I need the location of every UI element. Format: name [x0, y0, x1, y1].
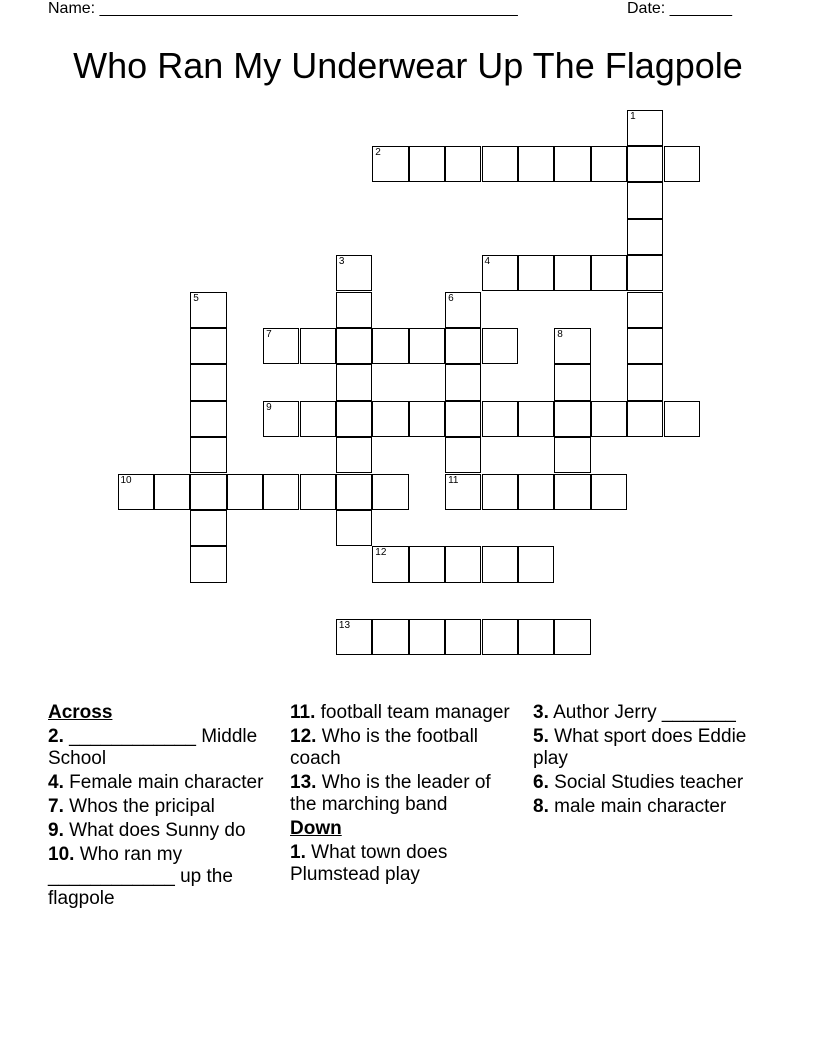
clue-item-number: 6. — [533, 772, 549, 793]
grid-cell[interactable] — [445, 474, 481, 510]
clue-item — [48, 820, 276, 842]
clue-number: 13 — [338, 620, 351, 632]
grid-cell[interactable] — [627, 219, 663, 255]
grid-cell[interactable] — [372, 328, 408, 364]
grid-cell[interactable] — [409, 146, 445, 182]
grid-cell[interactable] — [190, 364, 226, 400]
grid-cell[interactable] — [518, 255, 554, 291]
clue-number: 8 — [557, 328, 563, 340]
grid-cell[interactable] — [554, 364, 590, 400]
grid-cell[interactable] — [190, 474, 226, 510]
grid-cell[interactable] — [336, 619, 372, 655]
puzzle-title: Who Ran My Underwear Up The Flagpole — [73, 45, 743, 86]
clue-item-number: 9. — [48, 820, 64, 841]
grid-cell[interactable] — [372, 474, 408, 510]
clue-item-number: 4. — [48, 772, 64, 793]
grid-cell[interactable] — [554, 255, 590, 291]
clue-item-text: Social Studies teacher — [554, 772, 744, 793]
clue-item-text: football team manager — [320, 702, 510, 723]
grid-cell[interactable] — [482, 401, 518, 437]
grid-cell[interactable] — [336, 437, 372, 473]
grid-cell[interactable] — [664, 146, 700, 182]
clue-item-text: What sport does Eddie play — [533, 726, 747, 769]
clue-item-number: 13. — [290, 772, 317, 793]
grid-cell[interactable] — [554, 437, 590, 473]
grid-cell[interactable] — [190, 546, 226, 582]
clue-item-text: Who is the leader of the marching band — [290, 772, 491, 815]
grid-cell[interactable] — [591, 255, 627, 291]
clue-item — [48, 772, 276, 794]
grid-cell[interactable] — [445, 619, 481, 655]
grid-cell[interactable] — [627, 364, 663, 400]
grid-cell[interactable] — [627, 146, 663, 182]
across-heading: Across — [48, 702, 113, 723]
grid-cell[interactable] — [118, 474, 154, 510]
clue-item-number: 12. — [290, 726, 317, 747]
clue-item — [533, 796, 761, 818]
grid-cell[interactable] — [554, 401, 590, 437]
grid-cell[interactable] — [627, 255, 663, 291]
clue-column-3 — [533, 702, 761, 820]
clue-item-text: Whos the pricipal — [69, 796, 215, 817]
clue-item — [290, 842, 518, 886]
clue-item — [48, 844, 276, 910]
grid-cell[interactable] — [518, 401, 554, 437]
grid-cell[interactable] — [554, 619, 590, 655]
clue-item-number: 2. — [48, 726, 64, 747]
clue-number: 4 — [484, 256, 491, 268]
clue-item-number: 11. — [290, 702, 316, 723]
clue-item-text: Female main character — [69, 772, 264, 793]
grid-cell[interactable] — [554, 474, 590, 510]
clue-item-number: 8. — [533, 796, 549, 817]
grid-cell[interactable] — [409, 328, 445, 364]
clue-item-text: ____________ Middle School — [48, 726, 258, 769]
clue-number: 6 — [448, 292, 454, 304]
grid-cell[interactable] — [591, 401, 627, 437]
grid-cell[interactable] — [445, 328, 481, 364]
clue-number: 10 — [120, 474, 132, 486]
clue-column-2 — [290, 702, 518, 888]
clue-item — [48, 796, 276, 818]
grid-cell[interactable] — [445, 146, 481, 182]
grid-cell[interactable] — [336, 364, 372, 400]
grid-cell[interactable] — [300, 474, 336, 510]
down-heading: Down — [290, 818, 342, 839]
grid-cell[interactable] — [518, 146, 554, 182]
clue-item-text: Who ran my ____________ up the flagpole — [48, 844, 233, 909]
clue-item — [290, 702, 518, 724]
grid-cell[interactable] — [372, 619, 408, 655]
grid-cell[interactable] — [190, 328, 226, 364]
grid-cell[interactable] — [336, 328, 372, 364]
grid-cell[interactable] — [372, 146, 408, 182]
grid-cell[interactable] — [482, 255, 518, 291]
grid-cell[interactable] — [372, 546, 408, 582]
grid-cell[interactable] — [263, 474, 299, 510]
clue-column-1 — [48, 702, 276, 912]
grid-cell[interactable] — [263, 328, 299, 364]
grid-cell[interactable] — [445, 364, 481, 400]
grid-cell[interactable] — [300, 401, 336, 437]
clue-number: 5 — [193, 292, 199, 304]
grid-cell[interactable] — [372, 401, 408, 437]
grid-cell[interactable] — [627, 401, 663, 437]
grid-cell[interactable] — [482, 474, 518, 510]
grid-cell[interactable] — [336, 292, 372, 328]
grid-cell[interactable] — [591, 474, 627, 510]
grid-cell[interactable] — [482, 328, 518, 364]
grid-cell[interactable] — [627, 328, 663, 364]
grid-cell[interactable] — [336, 474, 372, 510]
clue-number: 7 — [266, 328, 272, 340]
grid-cell[interactable] — [409, 401, 445, 437]
grid-cell[interactable] — [518, 546, 554, 582]
clue-number: 1 — [630, 110, 636, 122]
grid-cell[interactable] — [227, 474, 263, 510]
clue-number: 12 — [375, 547, 387, 559]
grid-cell[interactable] — [190, 292, 226, 328]
clue-item — [533, 726, 761, 770]
clue-item — [533, 772, 761, 794]
clue-number: 2 — [375, 146, 381, 158]
grid-cell[interactable] — [300, 328, 336, 364]
grid-cell[interactable] — [336, 255, 372, 291]
grid-cell[interactable] — [190, 437, 226, 473]
grid-cell[interactable] — [518, 619, 554, 655]
clue-item-number: 5. — [533, 726, 549, 747]
grid-cell[interactable] — [518, 474, 554, 510]
grid-cell[interactable] — [190, 401, 226, 437]
clue-item-number: 7. — [48, 796, 64, 817]
grid-cell[interactable] — [190, 510, 226, 546]
grid-cell[interactable] — [445, 401, 481, 437]
clue-item-text: Who is the football coach — [290, 726, 479, 769]
clue-item — [290, 772, 518, 816]
grid-cell[interactable] — [482, 619, 518, 655]
grid-cell[interactable] — [554, 328, 590, 364]
name-field-line: Name: _______________________________________________ — [48, 0, 518, 17]
grid-cell[interactable] — [664, 401, 700, 437]
clue-item — [533, 702, 761, 724]
grid-cell[interactable] — [263, 401, 299, 437]
grid-cell[interactable] — [627, 110, 663, 146]
grid-cell[interactable] — [554, 146, 590, 182]
clue-number: 9 — [266, 401, 272, 413]
clue-item-number: 1. — [290, 842, 306, 863]
clue-item — [48, 726, 276, 770]
grid-cell[interactable] — [627, 292, 663, 328]
grid-cell[interactable] — [591, 146, 627, 182]
clue-item-text: What does Sunny do — [69, 820, 246, 841]
date-field-line: Date: _______ — [627, 0, 732, 17]
grid-cell[interactable] — [336, 401, 372, 437]
clue-number: 3 — [338, 256, 345, 268]
clue-item-text: male main character — [554, 796, 727, 817]
clue-item-text: What town does Plumstead play — [290, 842, 448, 885]
grid-cell[interactable] — [482, 146, 518, 182]
grid-cell[interactable] — [336, 510, 372, 546]
grid-cell[interactable] — [445, 546, 481, 582]
grid-cell[interactable] — [409, 546, 445, 582]
grid-cell[interactable] — [445, 292, 481, 328]
grid-cell[interactable] — [482, 546, 518, 582]
clue-item-text: Author Jerry _______ — [553, 702, 736, 723]
clue-item-number: 3. — [533, 702, 549, 723]
clue-item-number: 10. — [48, 844, 75, 865]
grid-cell[interactable] — [445, 437, 481, 473]
clue-number: 11 — [448, 474, 459, 486]
grid-cell[interactable] — [409, 619, 445, 655]
grid-cell[interactable] — [627, 182, 663, 218]
grid-cell[interactable] — [154, 474, 190, 510]
clue-item — [290, 726, 518, 770]
